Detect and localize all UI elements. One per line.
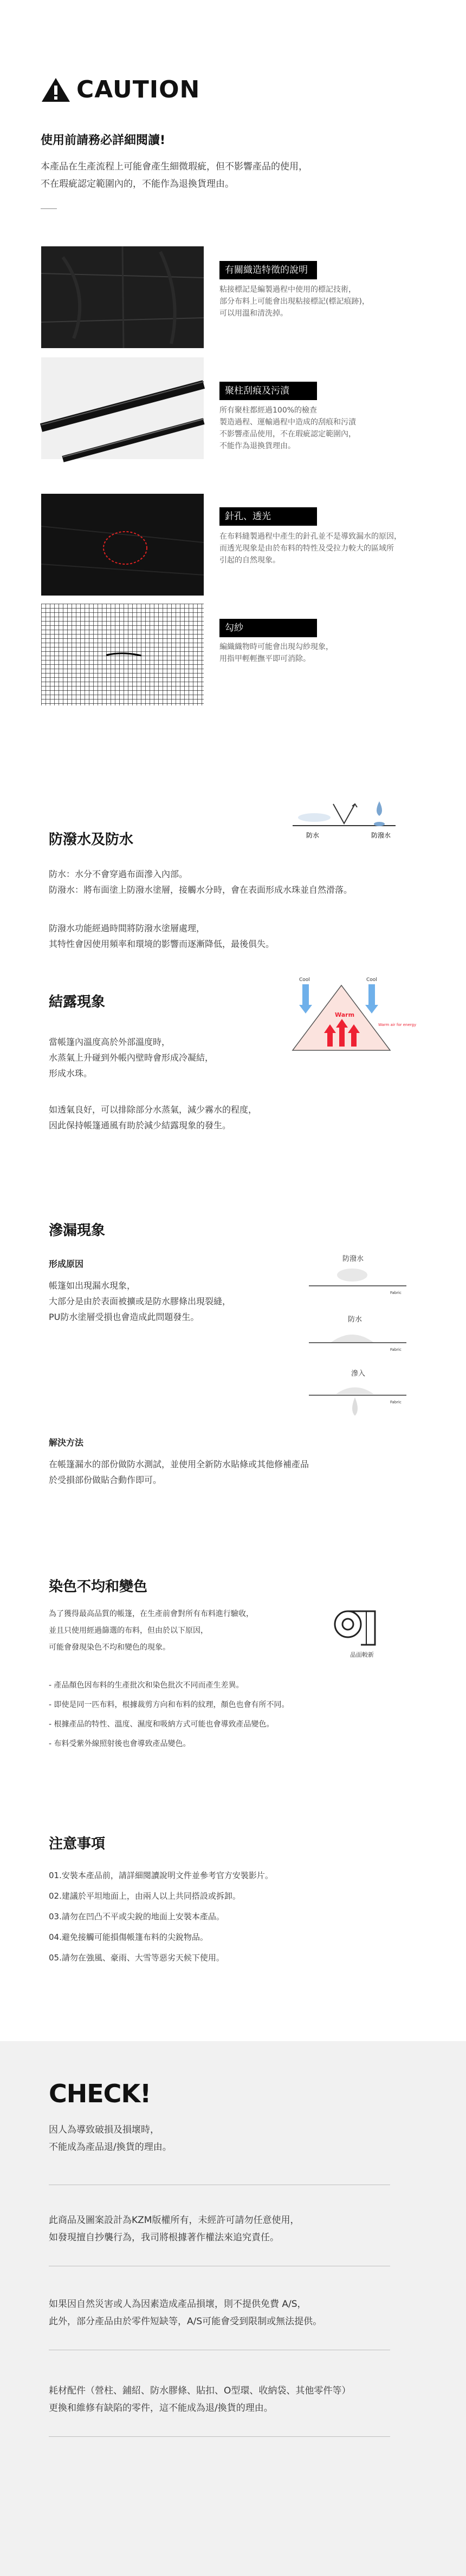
check-block	[49, 2382, 351, 2417]
text-line: 在帳篷漏水的部份做防水測試，並使用全新防水貼條或其他修補產品	[49, 1459, 309, 1469]
notice-title: 注意事項	[49, 1836, 106, 1852]
note-line: 用指甲輕輕撫平即可消除。	[219, 655, 310, 663]
intro-line: 不在瑕疵認定範圍內的，不能作為退換貨理由。	[41, 179, 234, 189]
list-item: - 即使是同一匹布料，根據裁剪方向和布料的紋理，顏色也會有所不同。	[49, 1701, 289, 1709]
text-line: 可能會發現染色不均和變色的現象。	[49, 1643, 170, 1652]
defect-note	[219, 641, 393, 665]
diagram-label: Warm	[335, 1011, 355, 1018]
note-line: 部分布料上可能會出現粘接標記(標記痕跡)，	[219, 297, 370, 306]
leakage-diagram-icon	[309, 1253, 417, 1454]
text-line: 其特性會因使用頻率和環境的影響而逐漸降低，最後俱失。	[49, 939, 275, 949]
cause-title: 形成原因	[49, 1259, 84, 1269]
text-line: 帳篷如出現漏水現象，	[49, 1280, 136, 1291]
defect-label: 針孔、透光	[219, 507, 317, 526]
text-line: 防潑水：將布面塗上防潑水塗層，接觸水分時，會在表面形成水珠並自然滑落。	[49, 885, 353, 895]
defect-label: 勾紗	[219, 619, 317, 637]
list-item: 04.避免接觸可能損傷帳篷布料的尖銳物品。	[49, 1932, 208, 1942]
text-line: 如發現擅自抄襲行為，我司將根據著作權法來追究責任。	[49, 2232, 279, 2243]
diagram-label: Warm air for energy	[378, 1023, 417, 1027]
text-line: 更換和維修有缺陷的零件，這不能成為退/換貨的理由。	[49, 2403, 273, 2414]
icon-label: 品面較新	[350, 1651, 374, 1658]
condensation-diagram-icon	[287, 975, 417, 1058]
fix-title: 解決方法	[49, 1437, 84, 1448]
note-line: 編織織物時可能會出現勾紗現象，	[219, 643, 333, 651]
text-line: 並且只使用經過篩選的布料，但由於以下原因，	[49, 1626, 208, 1635]
fix-text	[49, 1456, 309, 1488]
text-line: 此外，部分產品由於零件短缺等，A/S可能會受到限制或無法提供。	[49, 2316, 322, 2327]
text-line: 大部分是由於表面被擴或是防水膠條出現裂縫，	[49, 1296, 231, 1306]
list-item: - 產品顏色因布料的生產批次和染色批次不同而產生差異。	[49, 1681, 244, 1690]
text-line: 當帳篷內溫度高於外部溫度時，	[49, 1037, 171, 1047]
text-line: 於受損部份做貼合動作即可。	[49, 1475, 162, 1485]
caution-title: CAUTION	[76, 76, 200, 103]
list-item: 05.請勿在強風、豪雨、大雪等惡劣天候下使用。	[49, 1953, 224, 1963]
text-line: PU防水塗層受損也會造成此問題發生。	[49, 1312, 199, 1322]
icon-label: 防潑水	[371, 832, 391, 839]
text-line: 形成水珠。	[49, 1068, 93, 1078]
condensation-text-1	[49, 1034, 213, 1081]
diagram-label: Fabric	[390, 1348, 402, 1352]
note-line: 引起的自然現象。	[219, 556, 280, 565]
defect-note	[219, 404, 393, 452]
note-line: 可以用溫和清洗掉。	[219, 309, 288, 318]
divider	[41, 208, 57, 209]
waterproof-title: 防潑水及防水	[49, 832, 134, 848]
diagram-label: Fabric	[390, 1400, 402, 1404]
caution-intro	[41, 158, 308, 193]
leakage-title: 滲漏現象	[49, 1222, 106, 1239]
dye-title: 染色不均和變色	[49, 1579, 148, 1595]
text-line: 為了獲得最高品質的帳篷，在生產前會對所有布料進行驗收，	[49, 1610, 254, 1618]
mesh-snag-photo	[41, 604, 204, 705]
text-line: 因人為導致破損及損壞時，	[49, 2124, 159, 2135]
notice-list	[49, 1865, 273, 1968]
condensation-title: 結露現象	[49, 994, 106, 1010]
dye-list	[49, 1676, 289, 1754]
list-item: 01.安裝本產品前，請詳細閱讀說明文件並參考官方安裝影片。	[49, 1871, 273, 1880]
waterproof-diagram-icon	[284, 788, 404, 847]
text-line: 防潑水功能經過時間將防潑水塗層處理，	[49, 923, 205, 933]
caution-header	[41, 76, 200, 103]
intro-line: 本產品在生產流程上可能會產生細微瑕疵，但不影響產品的使用，	[41, 161, 308, 172]
text-line: 此商品及圖案設計為KZM版權所有，未經許可請勿任意使用，	[49, 2215, 300, 2226]
condensation-text-2	[49, 1102, 257, 1133]
dye-text-1	[49, 1606, 254, 1656]
text-line: 耗材配件（營柱、鋪紹、防水膠條、貼扣、O型環、收納袋、其他零件等）	[49, 2385, 351, 2396]
text-line: 如果因自然災害或人為因素造成產品損壞，則不提供免費 A/S，	[49, 2299, 307, 2310]
cause-text	[49, 1278, 231, 1325]
list-item: - 布料受紫外線照射後也會導致產品變色。	[49, 1740, 191, 1748]
diagram-label: 防水	[348, 1316, 363, 1324]
text-line: 因此保持帳篷通風有助於減少結露現象的發生。	[49, 1120, 231, 1130]
caution-subtitle: 使用前請務必詳細閱讀!	[41, 134, 166, 147]
list-item: 03.請勿在凹凸不平或尖銳的地面上安裝本產品。	[49, 1912, 224, 1921]
pinhole-photo	[41, 494, 204, 596]
diagram-label: 防潑水	[342, 1255, 364, 1263]
defect-note	[219, 531, 447, 566]
waterproof-text-1	[49, 866, 352, 898]
fabric-seam-photo	[41, 246, 204, 348]
check-block	[49, 2121, 172, 2156]
note-line: 不影響產品使用，不在瑕疵認定範圍內，	[219, 430, 356, 439]
text-line: 防水：水分不會穿過布面滲入內部。	[49, 869, 188, 879]
defect-note	[219, 284, 393, 319]
list-item: - 根據產品的特性、溫度、濕度和吸納方式可能也會導致產品變色。	[49, 1720, 274, 1729]
check-title: CHECK!	[49, 2079, 151, 2108]
text-line: 如透氣良好，可以排除部分水蒸氣，減少霧水的程度，	[49, 1104, 257, 1115]
diagram-label: 滲入	[351, 1370, 366, 1378]
icon-label: 防水	[306, 832, 320, 839]
text-line: 水蒸氣上升碰到外帳內壁時會形成冷凝結，	[49, 1052, 214, 1063]
diagram-label: Fabric	[390, 1291, 402, 1295]
list-item: 02.建議於平坦地面上，由兩人以上共同搭設或拆卸。	[49, 1891, 241, 1901]
diagram-label: Cool	[366, 977, 377, 983]
defect-label: 聚柱刮痕及污漬	[219, 382, 317, 400]
text-line: 不能成為產品退/換貨的理由。	[49, 2142, 172, 2153]
note-line: 在布料縫製過程中產生的針孔並不是導致漏水的原因，	[219, 532, 402, 541]
waterproof-text-2	[49, 920, 274, 952]
note-line: 所有聚柱都經過100%的檢查	[219, 406, 318, 415]
fabric-roll-icon	[331, 1603, 390, 1662]
note-line: 不能作為退換貨理由。	[219, 442, 295, 450]
diagram-label: Cool	[299, 977, 310, 983]
note-line: 粘接標記是編製過程中使用的標記技術，	[219, 285, 356, 294]
warning-icon	[41, 77, 71, 103]
defect-label: 有關織造特徵的說明	[219, 261, 317, 279]
tent-pole-photo	[41, 357, 204, 459]
divider	[49, 2436, 390, 2437]
check-block	[49, 2212, 299, 2246]
check-block	[49, 2296, 322, 2330]
note-line: 製造過程、運輸過程中造成的刮痕和污漬	[219, 418, 356, 427]
note-line: 而透光現象是由於布料的特性及受拉力較大的區域所	[219, 544, 394, 553]
